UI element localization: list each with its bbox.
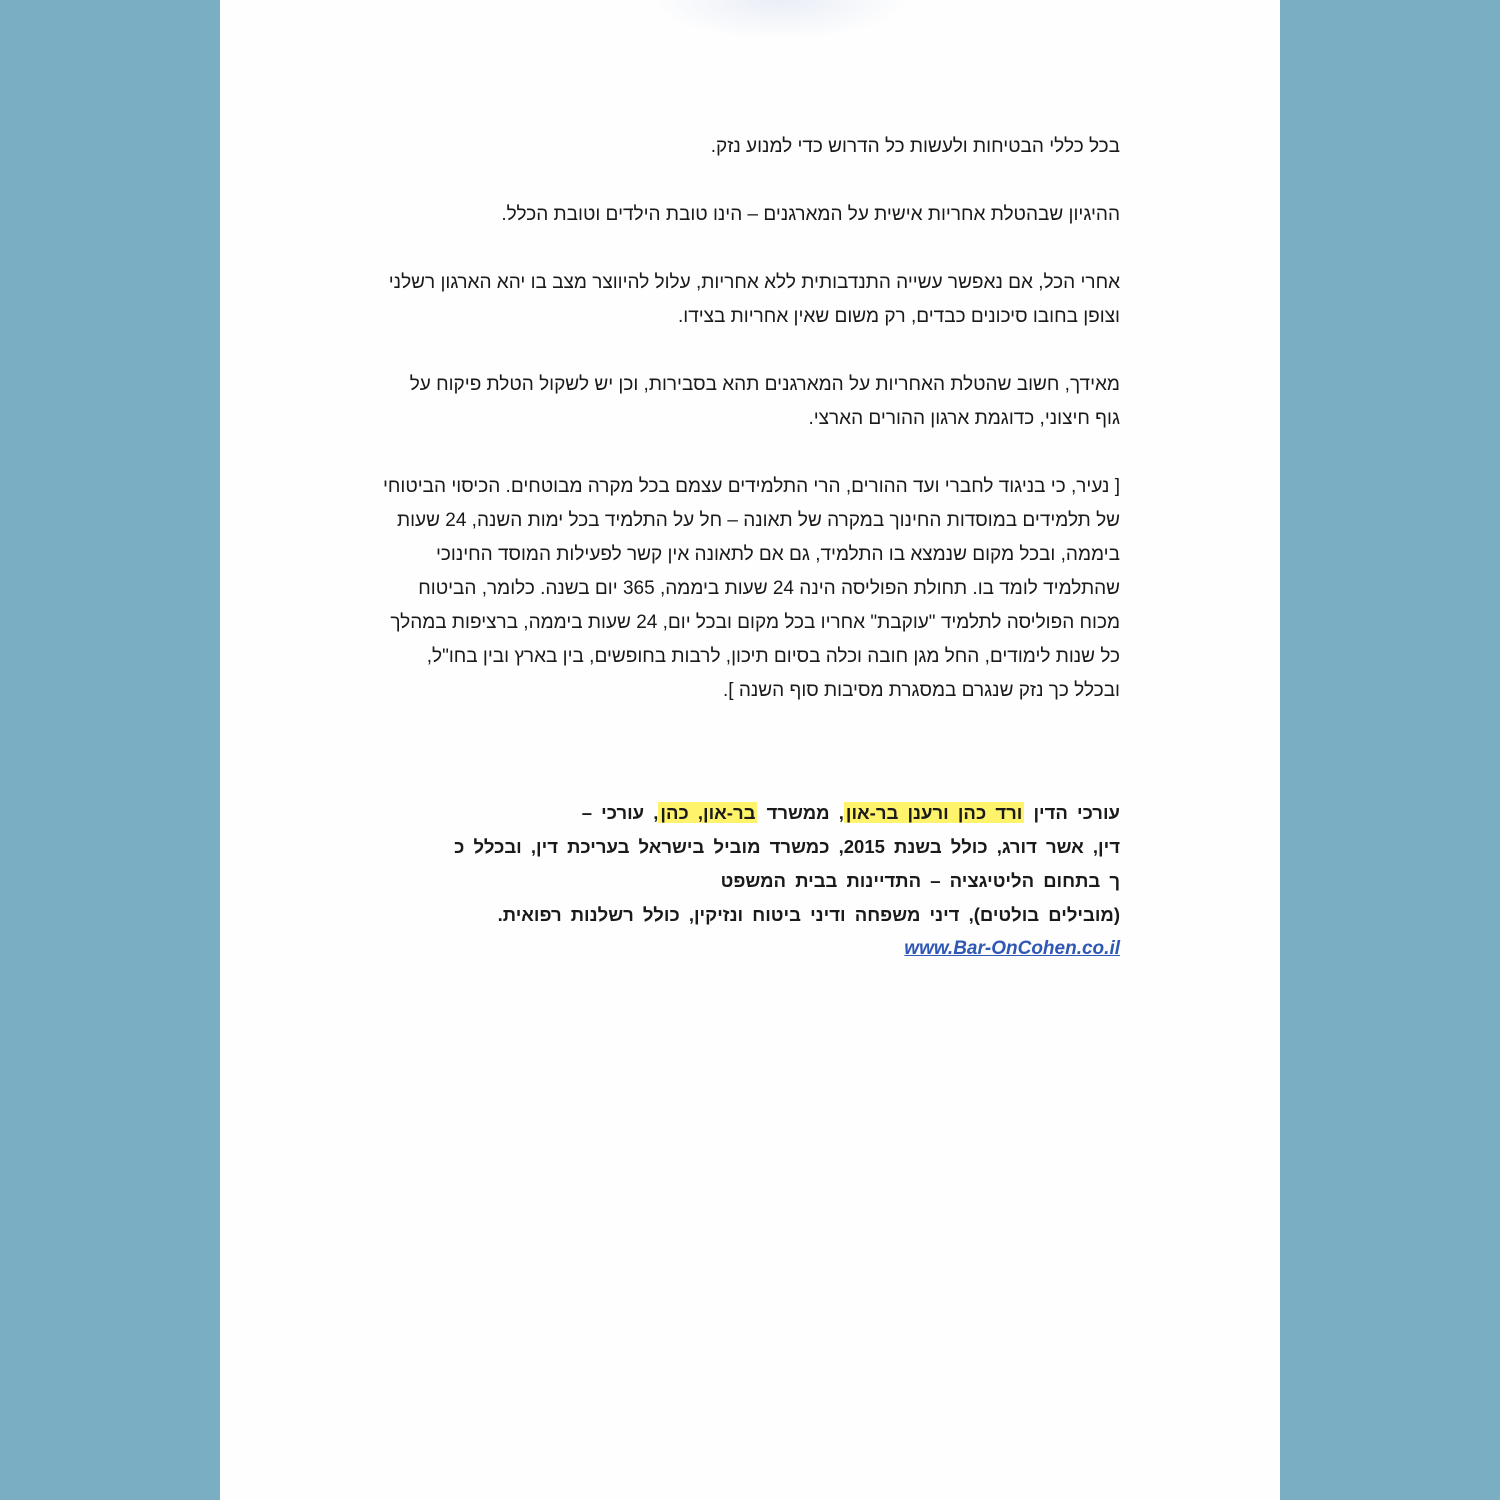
signature-line-2: דין, אשר דורג, כולל בשנת 2015, כמשרד מוביל בישראל בעריכת דין, ובכלל כ	[454, 836, 1120, 857]
paragraph-on-the-other-hand: מאידך, חשוב שהטלת האחריות על המארגנים תהא בסבירות, וכן יש לשקול הטלת פיקוח על גוף חיצוני, כדוגמת ארגון ההורים הארצי.	[409, 374, 1120, 429]
signature-line-4: (מובילים בולטים), דיני משפחה ודיני ביטוח ונזיקין, כולל רשלנות רפואית.	[497, 904, 1120, 925]
signature-suffix: , עורכי –	[581, 802, 659, 823]
document-body	[380, 130, 1120, 966]
document-page	[220, 0, 1280, 1500]
firm-name-highlight: בר-און, כהן	[660, 802, 756, 823]
paragraph-safety: בכל כללי הבטיחות ולעשות כל הדרוש כדי למנוע נזק.	[710, 136, 1120, 157]
firm-website-link[interactable]: www.Bar-OnCohen.co.il	[904, 938, 1120, 959]
signature-line-1	[380, 796, 1120, 830]
paragraph-logic: ההיגיון שבהטלת אחריות אישית על המארגנים – הינו טובת הילדים וטובת הכלל.	[501, 204, 1120, 225]
signature-mid: , ממשרד	[757, 802, 844, 823]
signature-prefix: עורכי הדין	[1024, 802, 1120, 823]
signature-block	[380, 796, 1120, 966]
paragraph-insurance-note: [ נעיר, כי בניגוד לחברי ועד ההורים, הרי התלמידים עצמם בכל מקרה מבוטחים. הכיסוי הביטוחי של תלמידים במוסדות החינוך במקרה של תאונה – חל על התלמיד בכל ימות השנה, 24 שעות ביממה, ובכל מקום שנמצא בו התלמיד, גם אם לתאונה אין קשר לפעילות המוסד החינוכי שהתלמיד לומד בו. תחולת הפוליסה הינה 24 שעות ביממה, 365 יום בשנה. כלומר, הביטוח מכוח הפוליסה לתלמיד "עוקבת" אחריו בכל מקום ובכל יום, 24 שעות ביממה, ברציפות במהלך כל שנות לימודים, החל מגן חובה וכלה בסיום תיכון, לרבות בחופשים, בין בארץ ובין בחו"ל, ובכלל כך נזק שנגרם במסגרת מסיבות סוף השנה ].	[382, 476, 1120, 701]
attorney-names-highlight: ורד כהן ורענן בר-און	[845, 802, 1023, 823]
signature-line-3: ך בתחום הליטיגציה – התדיינות בבית המשפט	[720, 870, 1120, 891]
paragraph-after-all: אחרי הכל, אם נאפשר עשייה התנדבותית ללא אחריות, עלול להיווצר מצב בו יהא הארגון רשלני וצופן בחובו סיכונים כבדים, רק משום שאין אחריות בצידו.	[388, 272, 1120, 327]
